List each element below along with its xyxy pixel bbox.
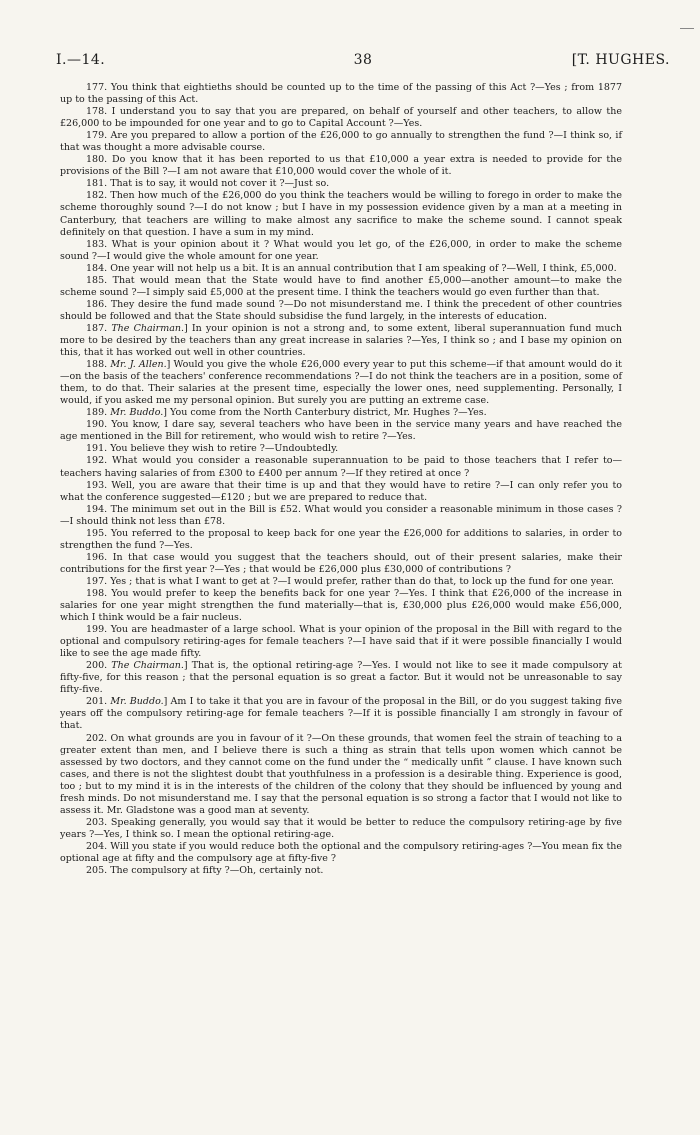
question-number: 195.	[86, 527, 108, 539]
question-answer: 201. Mr. Buddo.] Am I to take it that you are in favour of the proposal in the Bill, or do you suggest taking five years off the compulsory retiring-age for female teachers ?—If it is possible financially I am strongly in favour of that.	[60, 696, 622, 732]
question-answer	[60, 443, 622, 455]
question-answer	[60, 841, 622, 865]
question-answer	[60, 480, 622, 504]
question-number: 203.	[86, 816, 108, 828]
question-number: 178.	[86, 106, 108, 118]
question-number: 198.	[86, 587, 108, 599]
testimony-text: You know, I dare say, several teachers who have been in the service many years and have reached the age mentioned in the Bill for retirement, who would wish to retire ?—Yes.	[60, 419, 622, 443]
question-number: 193.	[86, 479, 108, 491]
speaker-name: Mr. Buddo.	[110, 407, 164, 419]
testimony-text: The minimum set out in the Bill is £52. What would you consider a reasonable minimum in those cases ?—I should think not less than £78.	[60, 503, 622, 527]
question-number: 199.	[86, 624, 108, 636]
speaker-name: Mr. Buddo.	[110, 696, 164, 708]
question-number: 184.	[86, 262, 108, 274]
page-number: 38	[353, 52, 373, 68]
question-number: 179.	[86, 130, 108, 142]
testimony-body	[60, 82, 622, 877]
speaker-name: Mr. J. Allen.	[110, 359, 167, 371]
testimony-text: You would prefer to keep the benefits back for one year ?—Yes. I think that £26,000 of the increase in salaries for one year might strengthen the fund materially—that is, £30,000 plus £26,000 would make £56,000, which I think would be a fair nucleus.	[60, 587, 622, 624]
question-number: 202.	[86, 732, 108, 744]
witness-name: [T. HUGHES.	[571, 52, 670, 68]
question-answer	[60, 504, 622, 528]
testimony-text: What would you consider a reasonable superannuation to be paid to those teachers that I refer to—teachers having salaries of from £300 to £400 per annum ?—If they retired at once ?	[60, 455, 622, 479]
question-number: 200.	[86, 660, 108, 672]
question-number: 181.	[86, 178, 108, 190]
testimony-text: That is, the optional retiring-age ?—Yes. I would not like to see it made compulsory at fifty-five, for this reason ; that the personal equation is so great a factor. But it would not be unreasonable to say fifty-five.	[60, 660, 622, 696]
question-answer	[60, 275, 622, 299]
testimony-text: You believe they wish to retire ?—Undoubtedly.	[110, 443, 339, 455]
testimony-text: They desire the fund made sound ?—Do not misunderstand me. I think the precedent of other countries should be followed and that the State should subsidise the fund largely, in the interests of education.	[60, 298, 622, 322]
speaker-name: The Chairman.	[111, 660, 184, 672]
question-number: 197.	[86, 575, 108, 587]
testimony-text: I understand you to say that you are prepared, on behalf of yourself and other teachers, to allow the £26,000 to be impounded for one year and to go to Capital Account ?—Yes.	[60, 106, 622, 130]
testimony-text: That would mean that the State would have to find another £5,000—another amount—to make the scheme sound ?—I simply said £5,000 at the present time. I think the teachers would go even further than that.	[60, 274, 622, 298]
testimony-text: Speaking generally, you would say that it would be better to reduce the compulsory retiring-age by five years ?—Yes, I think so. I mean the optional retiring-age.	[60, 816, 622, 840]
testimony-text: Do you know that it has been reported to us that £10,000 a year extra is needed to provide for the provisions of the Bill ?—I am not aware that £10,000 would cover the whole of it.	[60, 154, 622, 178]
question-answer: 200. The Chairman.] That is, the optional retiring-age ?—Yes. I would not like to see it made compulsory at fifty-five, for this reason ; that the personal equation is so great a factor. But it would not be unreasonable to say fifty-five.	[60, 660, 622, 696]
testimony-text: Are you prepared to allow a portion of the £26,000 to go annually to strengthen the fund ?—I think so, if that was thought a more advisable course.	[60, 130, 622, 154]
question-number: 191.	[86, 443, 108, 455]
question-number: 188.	[86, 359, 108, 371]
question-number: 190.	[86, 419, 108, 431]
question-number: 186.	[86, 298, 108, 310]
question-answer	[60, 455, 622, 479]
question-number: 194.	[86, 503, 108, 515]
testimony-text: Well, you are aware that their time is up and that they would have to retire ?—I can only refer you to what the conference suggested—£120 ; but we are prepared to reduce that.	[60, 479, 622, 503]
question-number: 201.	[86, 696, 108, 708]
question-answer	[60, 817, 622, 841]
question-number: 189.	[86, 407, 108, 419]
page-edge-mark	[680, 28, 694, 29]
question-number: 196.	[86, 551, 108, 563]
testimony-text: That is to say, it would not cover it ?—Just so.	[110, 178, 330, 190]
question-answer	[60, 263, 622, 275]
question-answer	[60, 82, 622, 106]
question-number: 182.	[86, 190, 108, 202]
question-number: 177.	[86, 82, 108, 93]
question-answer	[60, 865, 622, 877]
testimony-text: Then how much of the £26,000 do you think the teachers would be willing to forego in order to make the scheme thoroughly sound ?—I do not know ; but I have in my possession evidence given by a man at a meeting in Canterbury, that teachers are willing to make almost any sacrifice to make the scheme sound. I cannot speak definitely on that question. I have a sum in my mind.	[60, 190, 622, 238]
question-answer	[60, 178, 622, 190]
question-answer	[60, 419, 622, 443]
question-answer	[60, 588, 622, 624]
question-answer	[60, 624, 622, 660]
testimony-text: Will you state if you would reduce both the optional and the compulsory retiring-ages ?—You mean fix the optional age at fifty and the compulsory age at fifty-five ?	[60, 840, 622, 864]
testimony-text: Would you give the whole £26,000 every year to put this scheme—if that amount would do it—on the basis of the teachers' conference recommendations ?—I do not think the teachers are in a position, some of them, to do that. Their salaries at the present time, especially the lower ones, need supplementing. Personally, I would, if you asked me my personal opinion. But surely you are putting an extreme case.	[60, 359, 623, 407]
testimony-text: Am I to take it that you are in favour of the proposal in the Bill, or do you suggest taking five years off the compulsory retiring-age for female teachers ?—If it is possible financially I am strongly in favour of that.	[60, 696, 622, 732]
testimony-text: What is your opinion about it ? What would you let go, of the £26,000, in order to make the scheme sound ?—I would give the whole amount for one year.	[60, 238, 622, 262]
testimony-text: You referred to the proposal to keep back for one year the £26,000 for additions to salaries, in order to strengthen the fund ?—Yes.	[60, 527, 622, 551]
page-header	[56, 52, 670, 70]
question-answer	[60, 130, 622, 154]
question-number: 187.	[86, 322, 108, 334]
testimony-text: You think that eightieths should be counted up to the time of the passing of this Act ?—Yes ; from 1877 up to the passing of this Act.	[60, 82, 622, 106]
question-answer	[60, 190, 622, 238]
question-answer	[60, 528, 622, 552]
testimony-text: In your opinion is not a strong and, to some extent, liberal superannuation fund much more to be desired by the teachers than any great increase in salaries ?—Yes, I think so ; and I base my opinion on this, that it has worked out well in other countries.	[60, 322, 622, 359]
question-number: 185.	[86, 274, 108, 286]
question-number: 183.	[86, 238, 108, 250]
testimony-text: The compulsory at fifty ?—Oh, certainly not.	[110, 865, 324, 877]
testimony-text: You are headmaster of a large school. What is your opinion of the proposal in the Bill with regard to the optional and compulsory retiring-ages for female teachers ?—I have said that if it were possible financially I would like to see the age made fifty.	[60, 624, 622, 660]
question-answer	[60, 576, 622, 588]
question-answer	[60, 106, 622, 130]
testimony-text: You come from the North Canterbury district, Mr. Hughes ?—Yes.	[170, 407, 487, 419]
question-answer: 187. The Chairman.] In your opinion is not a strong and, to some extent, liberal superannuation fund much more to be desired by the teachers than any great increase in salaries ?—Yes, I think so ; and I base my opinion on this, that it has worked out well in other countries.	[60, 322, 622, 359]
speaker-name: The Chairman.	[111, 322, 185, 334]
question-answer	[60, 299, 622, 323]
question-answer: 189. Mr. Buddo.] You come from the North Canterbury district, Mr. Hughes ?—Yes.	[86, 407, 487, 419]
testimony-text: One year will not help us a bit. It is an annual contribution that I am speaking of ?—Well, I think, £5,000.	[110, 262, 617, 274]
question-answer	[60, 239, 622, 263]
question-number: 205.	[86, 865, 108, 877]
question-answer	[60, 154, 622, 178]
testimony-text: Yes ; that is what I want to get at ?—I would prefer, rather than do that, to lock up the fund for one year.	[110, 575, 614, 587]
question-number: 192.	[86, 455, 108, 467]
question-answer: 188. Mr. J. Allen.] Would you give the whole £26,000 every year to put this scheme—if that amount would do it—on the basis of the teachers' conference recommendations ?—I do not think the teachers are in a position, some of them, to do that. Their salaries at the present time, especially the lower ones, need supplementing. Personally, I would, if you asked me my personal opinion. But surely you are putting an extreme case.	[60, 359, 623, 407]
question-number: 180.	[86, 154, 108, 166]
question-answer	[60, 733, 622, 817]
question-answer	[60, 552, 622, 576]
testimony-text: In that case would you suggest that the teachers should, out of their present salaries, make their contributions for the first year ?—Yes ; that would be £26,000 plus £30,000 of contributions ?	[60, 551, 622, 575]
testimony-text: On what grounds are you in favour of it ?—On these grounds, that women feel the strain of teaching to a greater extent than men, and I believe there is such a thing as strain that tells upon women which cannot be assessed by two doctors, and they cannot come on the fund under the “ medically unfit ” clause. I have known such cases, and there is not the slightest doubt that youthfulness in a profession is a desirable thing. Experience is good, too ; but to my mind it is in the interests of the children of the colony that they should be influenced by young and fresh minds. Do not misunderstand me. I say that the personal equation is so strong a factor that I would not like to assess it. Mr. Gladstone was a good man at seventy.	[60, 732, 622, 816]
question-number: 204.	[86, 840, 108, 852]
paper-reference: I.—14.	[56, 52, 106, 68]
